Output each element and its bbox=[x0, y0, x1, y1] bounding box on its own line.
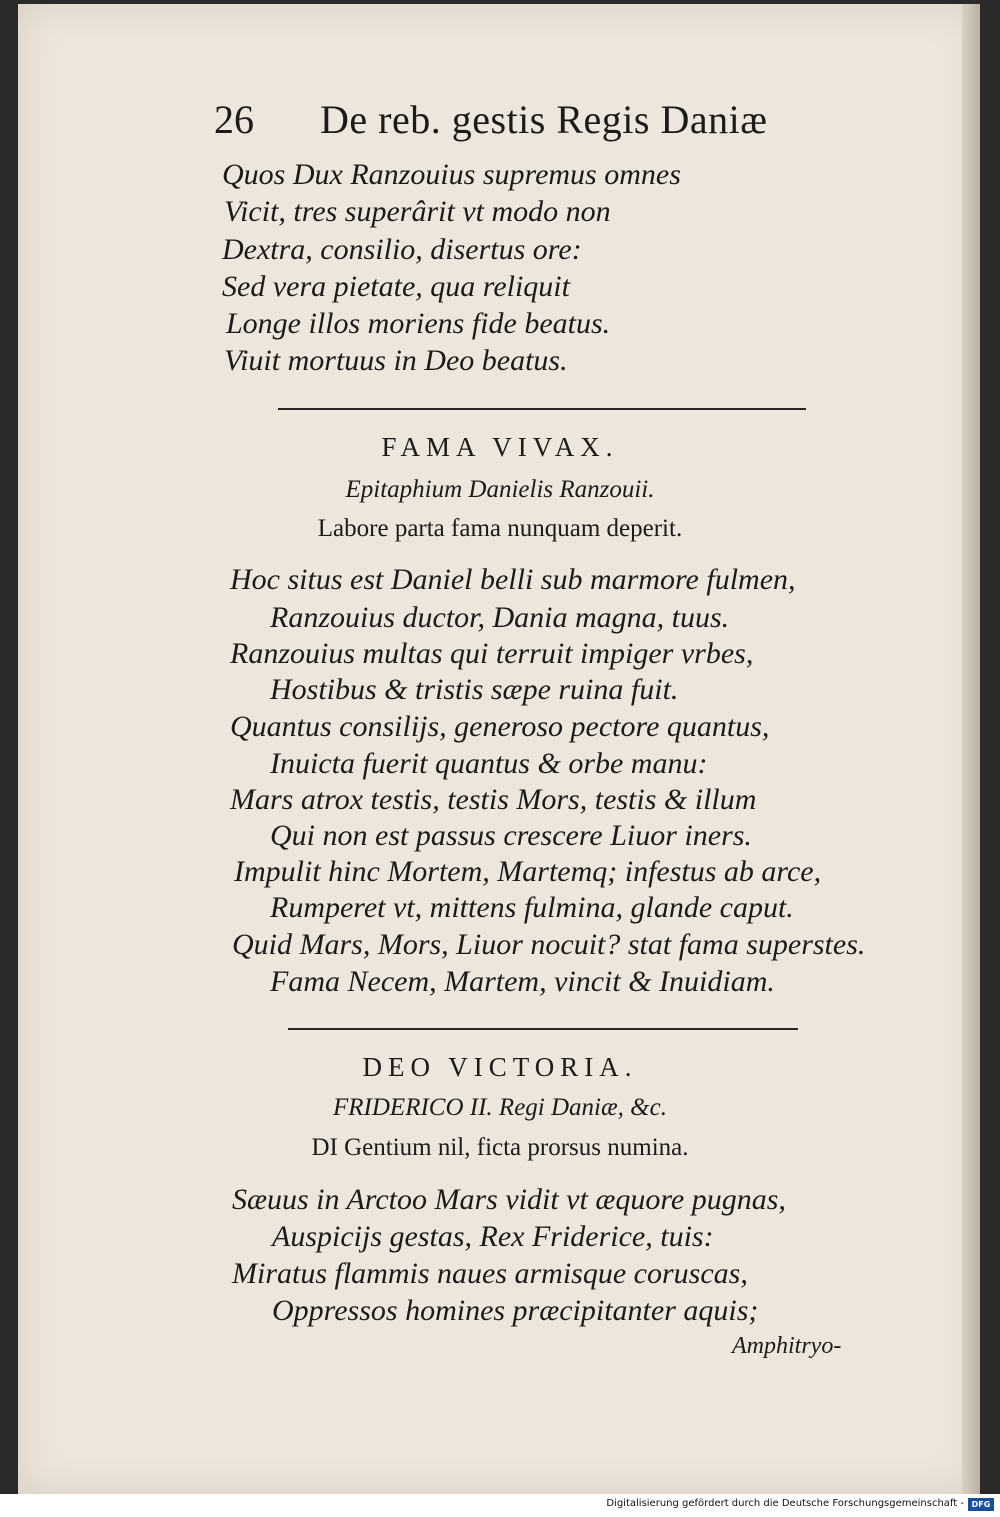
section-subtitle: Epitaphium Danielis Ranzouii. bbox=[345, 476, 655, 503]
page-number: 26 bbox=[214, 97, 254, 142]
verse-line: Sed vera pietate, qua reliquit bbox=[222, 270, 570, 303]
verse-line: Quantus consilijs, generoso pectore quantus, bbox=[230, 710, 770, 743]
verse-line: Oppressos homines præcipitanter aquis; bbox=[272, 1294, 759, 1327]
section-title: DEO VICTORIA. bbox=[362, 1052, 638, 1082]
footer-bar bbox=[0, 1494, 1000, 1517]
section-motto: DI Gentium nil, ficta prorsus numina. bbox=[311, 1134, 689, 1161]
verse-line: Dextra, consilio, disertus ore: bbox=[222, 233, 582, 266]
dfg-logo-icon: DFG bbox=[968, 1498, 994, 1511]
verse-line: Viuit mortuus in Deo beatus. bbox=[224, 344, 568, 377]
verse-line: Ranzouius ductor, Dania magna, tuus. bbox=[270, 601, 730, 634]
verse-line: Hostibus & tristis sæpe ruina fuit. bbox=[270, 673, 679, 706]
verse-line: Longe illos moriens fide beatus. bbox=[226, 307, 611, 340]
verse-line: Miratus flammis naues armisque coruscas, bbox=[232, 1257, 748, 1290]
section-rule bbox=[288, 1028, 798, 1030]
binding-edge bbox=[962, 4, 980, 1494]
verse-line: Rumperet vt, mittens fulmina, glande caput. bbox=[270, 891, 794, 924]
verse-line: Vicit, tres superârit vt modo non bbox=[224, 195, 611, 228]
section-title: FAMA VIVAX. bbox=[381, 432, 619, 462]
section-rule bbox=[278, 408, 806, 410]
verse-line: Hoc situs est Daniel belli sub marmore fulmen, bbox=[230, 563, 796, 596]
section-motto: Labore parta fama nunquam deperit. bbox=[317, 515, 683, 542]
verse-line: Auspicijs gestas, Rex Friderice, tuis: bbox=[272, 1220, 714, 1253]
verse-line: Mars atrox testis, testis Mors, testis & illum bbox=[230, 783, 757, 816]
verse-line: Ranzouius multas qui terruit impiger vrbes, bbox=[230, 637, 754, 670]
verse-line: Quid Mars, Mors, Liuor nocuit? stat fama superstes. bbox=[232, 928, 866, 961]
verse-line: Impulit hinc Mortem, Martemq; infestus ab arce, bbox=[234, 855, 822, 888]
verse-line: Sæuus in Arctoo Mars vidit vt æquore pugnas, bbox=[232, 1183, 786, 1216]
verse-line: Quos Dux Ranzouius supremus omnes bbox=[222, 158, 681, 191]
running-head-title: De reb. gestis Regis Daniæ bbox=[320, 97, 768, 142]
catchword: Amphitryo- bbox=[732, 1333, 842, 1359]
running-head bbox=[214, 96, 814, 146]
footer-credit: Digitalisierung gefördert durch die Deutsche Forschungsgemeinschaft - bbox=[606, 1498, 964, 1509]
section-subtitle: FRIDERICO II. Regi Daniæ, &c. bbox=[333, 1094, 667, 1121]
verse-line: Qui non est passus crescere Liuor iners. bbox=[270, 819, 752, 852]
verse-line: Inuicta fuerit quantus & orbe manu: bbox=[270, 747, 708, 780]
verse-line: Fama Necem, Martem, vincit & Inuidiam. bbox=[270, 965, 775, 998]
